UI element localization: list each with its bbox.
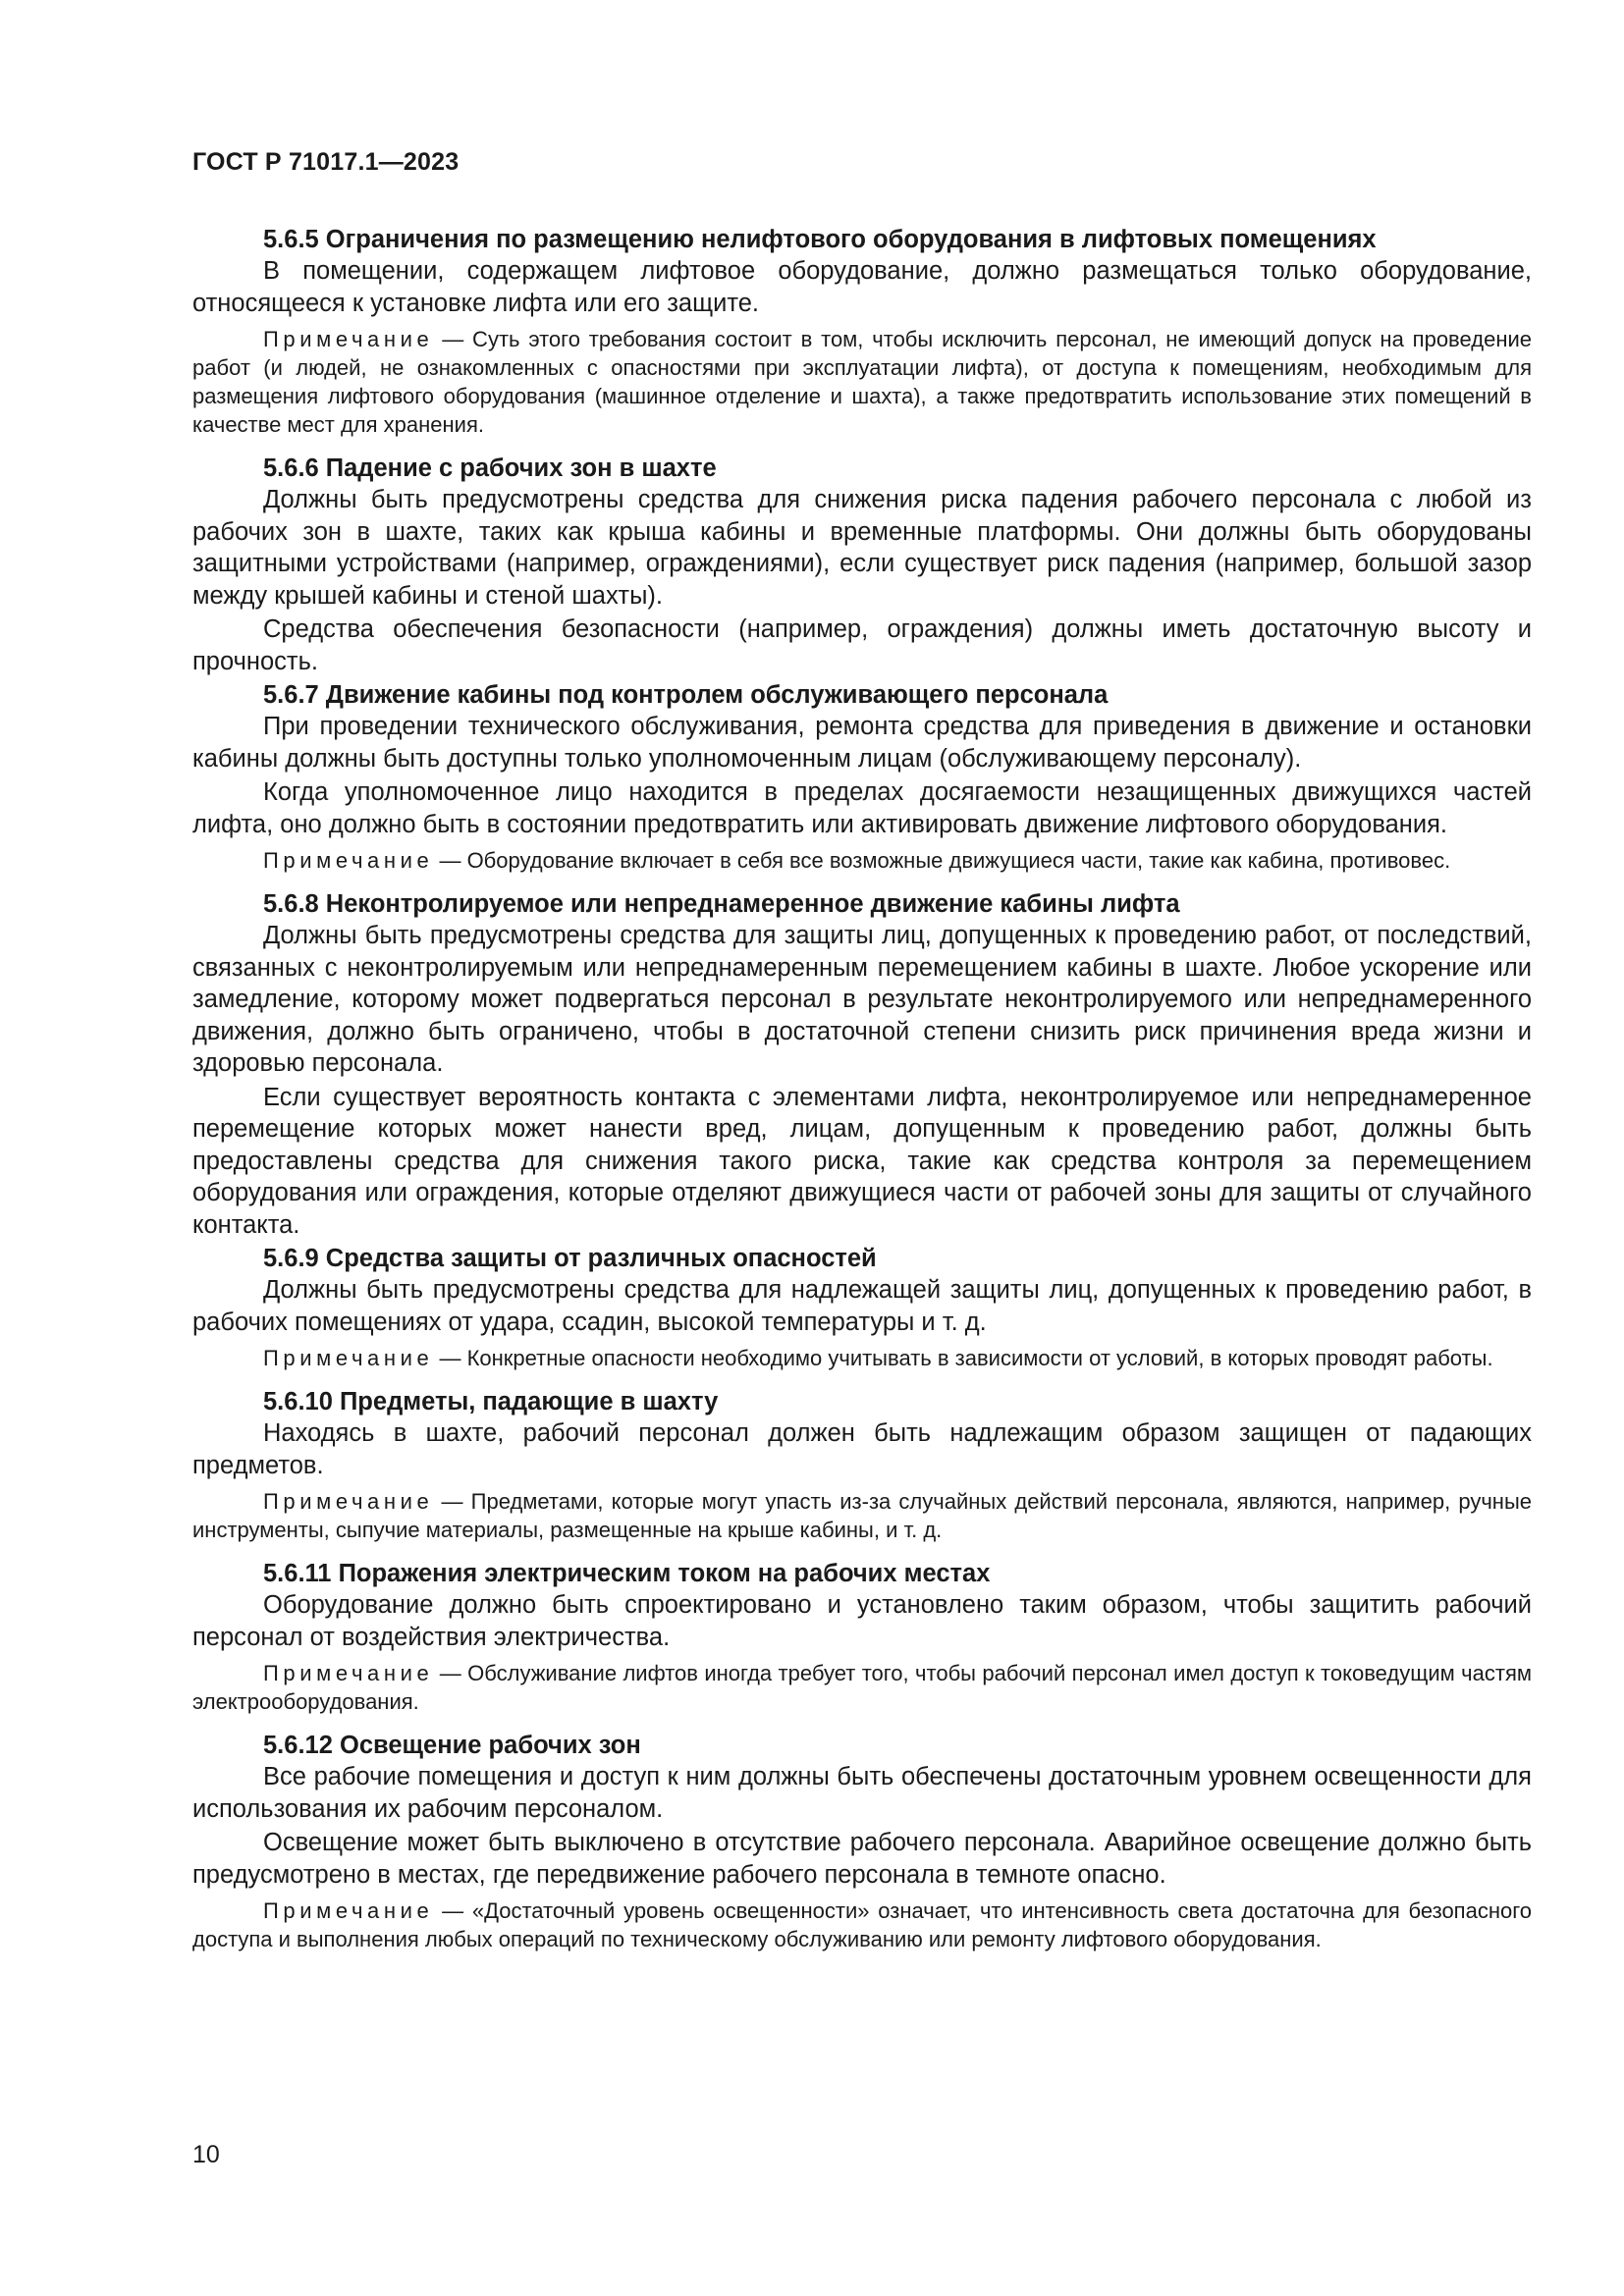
note-label: Примечание (263, 1661, 434, 1685)
section-5-6-11 (192, 1558, 1532, 1716)
note-text: — Обслуживание лифтов иногда требует того, чтобы рабочий персонал имел доступ к токоведущим частям электрооборудования. (192, 1661, 1532, 1714)
section-heading: 5.6.9 Средства защиты от различных опасностей (263, 1245, 877, 1272)
note-label: Примечание (263, 327, 434, 351)
section-5-6-10 (192, 1386, 1532, 1544)
note-label: Примечание (263, 848, 434, 873)
paragraph: При проведении технического обслуживания, ремонта средства для приведения в движение и остановки кабины должны быть доступны только уполномоченным лицам (обслуживающему персоналу). (192, 713, 1532, 773)
section-heading: 5.6.12 Освещение рабочих зон (263, 1732, 641, 1759)
note (192, 1487, 1532, 1544)
paragraph: Должны быть предусмотрены средства для защиты лиц, допущенных к проведению работ, от последствий, связанных с неконтролируемым или непреднамеренным перемещением кабины в шахте. Любое ускорение или замедление, которому может подвергаться персонал в результате неконтролируемого или непреднамеренного движения, должно быть ограничено, чтобы в достаточной степени снизить риск причинения вреда жизни и здоровью персонала. (192, 922, 1532, 1077)
note-label: Примечание (263, 1346, 434, 1370)
note-text: — Предметами, которые могут упасть из-за случайных действий персонала, являются, например, ручные инструменты, сыпучие материалы, размещенные на крыше кабины, и т. д. (192, 1489, 1532, 1542)
note-label: Примечание (263, 1489, 434, 1514)
note-text: — Оборудование включает в себя все возможные движущиеся части, такие как кабина, противовес. (433, 848, 1451, 873)
section-5-6-12 (192, 1730, 1532, 1953)
section-5-6-9 (192, 1243, 1532, 1372)
section-heading: 5.6.10 Предметы, падающие в шахту (263, 1388, 719, 1415)
section-5-6-8 (192, 888, 1532, 1241)
section-heading: 5.6.5 Ограничения по размещению нелифтового оборудования в лифтовых помещениях (263, 226, 1377, 253)
note (192, 1896, 1532, 1953)
note-text: — Суть этого требования состоит в том, чтобы исключить персонал, не имеющий допуск на проведение работ (и людей, не ознакомленных с опасностями при эксплуатации лифта), от доступа к помещениям, необходимым для размещения лифтового оборудования (машинное отделение и шахта), а также предотвратить использование этих помещений в качестве мест для хранения. (192, 327, 1532, 437)
section-5-6-6 (192, 453, 1532, 677)
paragraph: Освещение может быть выключено в отсутствие рабочего персонала. Аварийное освещение должно быть предусмотрено в местах, где передвижение рабочего персонала в темноте опасно. (192, 1829, 1532, 1889)
note (192, 846, 1532, 875)
paragraph: Средства обеспечения безопасности (например, ограждения) должны иметь достаточную высоту и прочность. (192, 615, 1532, 675)
section-heading: 5.6.6 Падение с рабочих зон в шахте (263, 454, 717, 482)
section-heading: 5.6.8 Неконтролируемое или непреднамеренное движение кабины лифта (263, 890, 1180, 918)
section-5-6-7 (192, 679, 1532, 875)
paragraph: В помещении, содержащем лифтовое оборудование, должно размещаться только оборудование, относящееся к установке лифта или его защите. (192, 257, 1532, 317)
section-heading: 5.6.11 Поражения электрическим током на рабочих местах (263, 1560, 991, 1587)
page-number: 10 (192, 2141, 220, 2168)
note-text: — Конкретные опасности необходимо учитывать в зависимости от условий, в которых проводят работы. (433, 1346, 1493, 1370)
paragraph: Оборудование должно быть спроектировано и установлено таким образом, чтобы защитить рабочий персонал от воздействия электричества. (192, 1591, 1532, 1651)
note-text: — «Достаточный уровень освещенности» означает, что интенсивность света достаточна для безопасного доступа и выполнения любых операций по техническому обслуживанию или ремонту лифтового оборудования. (192, 1898, 1532, 1951)
document-body (192, 224, 1532, 1967)
note (192, 1344, 1532, 1372)
paragraph: Должны быть предусмотрены средства для надлежащей защиты лиц, допущенных к проведению работ, в рабочих помещениях от удара, ссадин, высокой температуры и т. д. (192, 1276, 1532, 1336)
document-code: ГОСТ Р 71017.1—2023 (192, 148, 460, 176)
paragraph: Все рабочие помещения и доступ к ним должны быть обеспечены достаточным уровнем освещенности для использования их рабочим персоналом. (192, 1763, 1532, 1823)
section-heading: 5.6.7 Движение кабины под контролем обслуживающего персонала (263, 681, 1109, 709)
paragraph: Когда уполномоченное лицо находится в пределах досягаемости незащищенных движущихся частей лифта, оно должно быть в состоянии предотвратить или активировать движение лифтового оборудования. (192, 778, 1532, 838)
section-5-6-5 (192, 224, 1532, 439)
note (192, 325, 1532, 439)
paragraph: Если существует вероятность контакта с элементами лифта, неконтролируемое или непреднамеренное перемещение которых может нанести вред, лицам, допущенным к проведению работ, должны быть предоставлены средства для снижения такого риска, такие как средства контроля за перемещением оборудования или ограждения, которые отделяют движущиеся части от рабочей зоны для защиты от случайного контакта. (192, 1083, 1532, 1239)
note-label: Примечание (263, 1898, 434, 1923)
note (192, 1659, 1532, 1716)
paragraph: Находясь в шахте, рабочий персонал должен быть надлежащим образом защищен от падающих предметов. (192, 1419, 1532, 1479)
paragraph: Должны быть предусмотрены средства для снижения риска падения рабочего персонала с любой из рабочих зон в шахте, таких как крыша кабины и временные платформы. Они должны быть оборудованы защитными устройствами (например, ограждениями), если существует риск падения (например, большой зазор между крышей кабины и стеной шахты). (192, 486, 1532, 610)
